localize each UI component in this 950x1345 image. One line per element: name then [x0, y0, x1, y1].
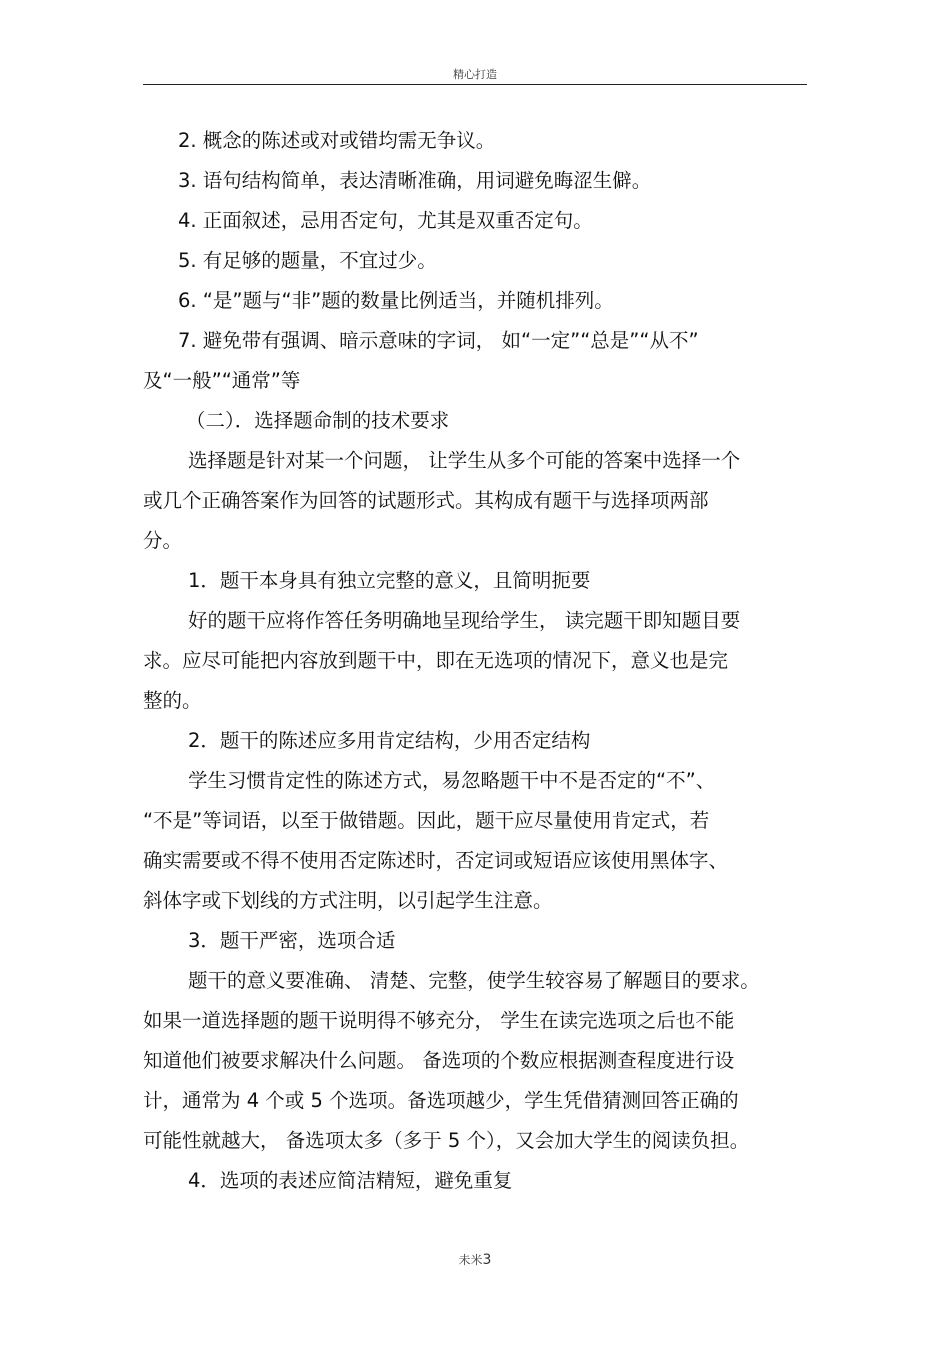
text-line: 计，通常为 4 个或 5 个选项。备选项越少，学生凭借猜测回答正确的: [143, 1089, 739, 1112]
text-line: 确实需要或不得不使用否定陈述时，否定词或短语应该使用黑体字、: [143, 849, 729, 872]
text-line: 题干的意义要准确、 清楚、完整，使学生较容易了解题目的要求。: [188, 969, 760, 992]
text-line: 4. 正面叙述，忌用否定句，尤其是双重否定句。: [178, 209, 593, 232]
subheading: 4．选项的表述应简洁精短，避免重复: [188, 1169, 513, 1192]
page-header: 精心打造: [453, 68, 497, 81]
section-heading: （二）．选择题命制的技术要求: [186, 409, 450, 432]
header-rule: [143, 84, 807, 85]
subheading: 1．题干本身具有独立完整的意义，且简明扼要: [188, 569, 591, 592]
subheading: 2．题干的陈述应多用肯定结构，少用否定结构: [188, 729, 591, 752]
text-line: 整的。: [143, 689, 202, 712]
text-line: 2. 概念的陈述或对或错均需无争议。: [178, 129, 496, 152]
text-line: 7. 避免带有强调、暗示意味的字词， 如“一定”“总是”“从不”: [178, 329, 699, 352]
text-line: 及“一般”“通常”等: [143, 369, 301, 392]
footer-prefix: 未米: [458, 1253, 483, 1267]
text-line: 6. “是”题与“非”题的数量比例适当，并随机排列。: [178, 289, 614, 312]
page-footer: [0, 1251, 950, 1268]
text-line: 如果一道选择题的题干说明得不够充分， 学生在读完选项之后也不能: [143, 1009, 735, 1032]
text-line: “不是”等词语，以至于做错题。因此，题干应尽量使用肯定式，若: [143, 809, 710, 832]
text-line: 可能性就越大， 备选项太多（多于 5 个），又会加大学生的阅读负担。: [143, 1129, 750, 1152]
text-line: 分。: [143, 529, 183, 552]
text-line: 斜体字或下划线的方式注明，以引起学生注意。: [143, 889, 553, 912]
subheading: 3．题干严密，选项合适: [188, 929, 396, 952]
page-number: 3: [482, 1252, 492, 1268]
text-line: 或几个正确答案作为回答的试题形式。其构成有题干与选择项两部: [143, 489, 709, 512]
text-line: 好的题干应将作答任务明确地呈现给学生， 读完题干即知题目要: [188, 609, 741, 632]
text-line: 选择题是针对某一个问题， 让学生从多个可能的答案中选择一个: [188, 449, 741, 472]
text-line: 学生习惯肯定性的陈述方式，易忽略题干中不是否定的“不”、: [188, 769, 716, 792]
text-line: 知道他们被要求解决什么问题。 备选项的个数应根据测查程度进行设: [143, 1049, 735, 1072]
text-line: 5. 有足够的题量，不宜过少。: [178, 249, 437, 272]
text-line: 求。应尽可能把内容放到题干中，即在无选项的情况下，意义也是完: [143, 649, 729, 672]
text-line: 3. 语句结构简单，表达清晰准确，用词避免晦涩生僻。: [178, 169, 652, 192]
